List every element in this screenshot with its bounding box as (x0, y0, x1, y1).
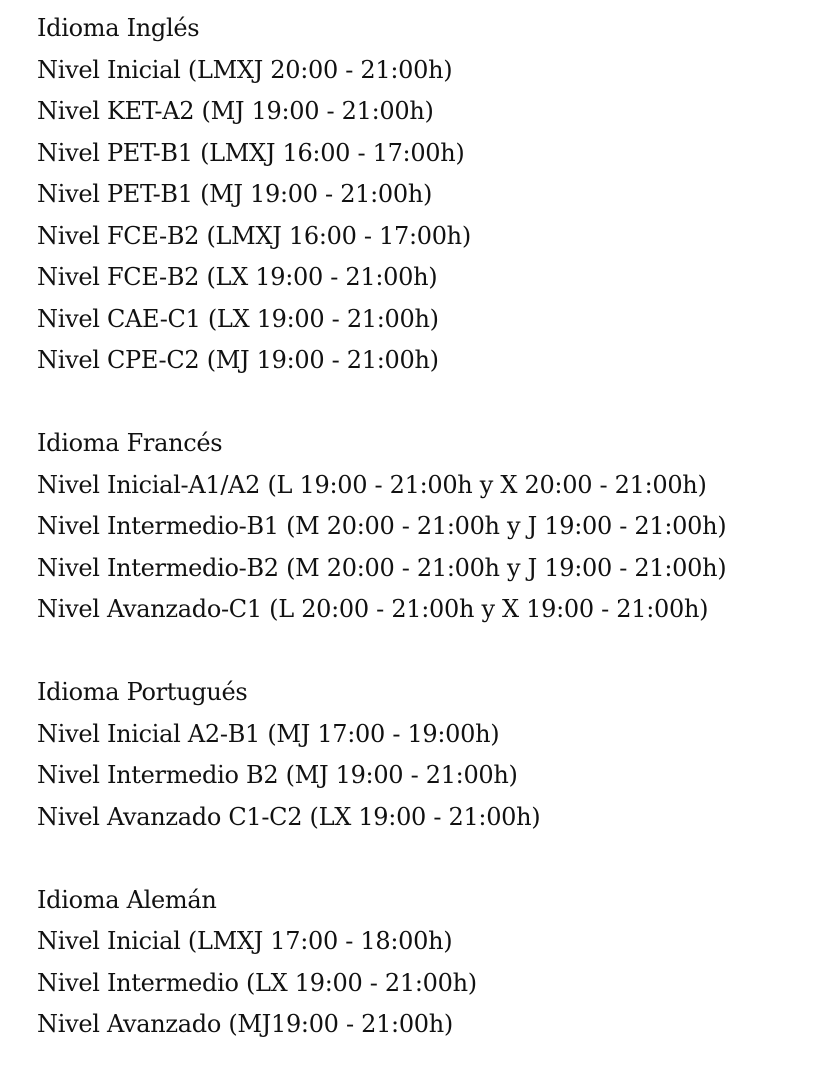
course-line: Nivel FCE-B2 (LMXJ 16:00 - 17:00h) (37, 221, 471, 250)
course-schedule-document (37, 8, 817, 1046)
course-line: Nivel Avanzado (MJ19:00 - 21:00h) (37, 1010, 453, 1038)
course-line: Nivel CAE-C1 (LX 19:00 - 21:00h) (37, 304, 439, 333)
course-line: Nivel Avanzado-C1 (L 20:00 - 21:00h y X 19:00 - 21:00h) (37, 595, 709, 623)
course-line: Nivel Intermedio-B1 (M 20:00 - 21:00h y J 19:00 - 21:00h) (37, 512, 727, 540)
course-line: Nivel Intermedio (LX 19:00 - 21:00h) (37, 968, 477, 997)
course-line: Nivel Inicial-A1/A2 (L 19:00 - 21:00h y X 20:00 - 21:00h) (37, 470, 707, 499)
course-line: Nivel FCE-B2 (LX 19:00 - 21:00h) (37, 263, 438, 291)
section-aleman (37, 880, 817, 1046)
course-line: Nivel CPE-C2 (MJ 19:00 - 21:00h) (37, 346, 439, 374)
section-heading: Idioma Alemán (37, 885, 217, 914)
course-line: Nivel Avanzado C1-C2 (LX 19:00 - 21:00h) (37, 802, 541, 831)
course-line: Nivel KET-A2 (MJ 19:00 - 21:00h) (37, 97, 434, 125)
section-heading: Idioma Francés (37, 429, 223, 457)
course-line: Nivel Inicial (LMXJ 20:00 - 21:00h) (37, 55, 453, 84)
course-line: Nivel Intermedio B2 (MJ 19:00 - 21:00h) (37, 761, 518, 789)
course-line: Nivel PET-B1 (MJ 19:00 - 21:00h) (37, 180, 433, 208)
section-frances (37, 423, 817, 631)
section-portugues (37, 672, 817, 838)
course-line: Nivel PET-B1 (LMXJ 16:00 - 17:00h) (37, 138, 465, 167)
course-line: Nivel Intermedio-B2 (M 20:00 - 21:00h y J 19:00 - 21:00h) (37, 553, 727, 582)
course-line: Nivel Inicial (LMXJ 17:00 - 18:00h) (37, 927, 453, 955)
section-heading: Idioma Portugués (37, 678, 248, 706)
section-ingles (37, 8, 817, 382)
section-heading: Idioma Inglés (37, 14, 200, 42)
course-line: Nivel Inicial A2-B1 (MJ 17:00 - 19:00h) (37, 719, 500, 748)
